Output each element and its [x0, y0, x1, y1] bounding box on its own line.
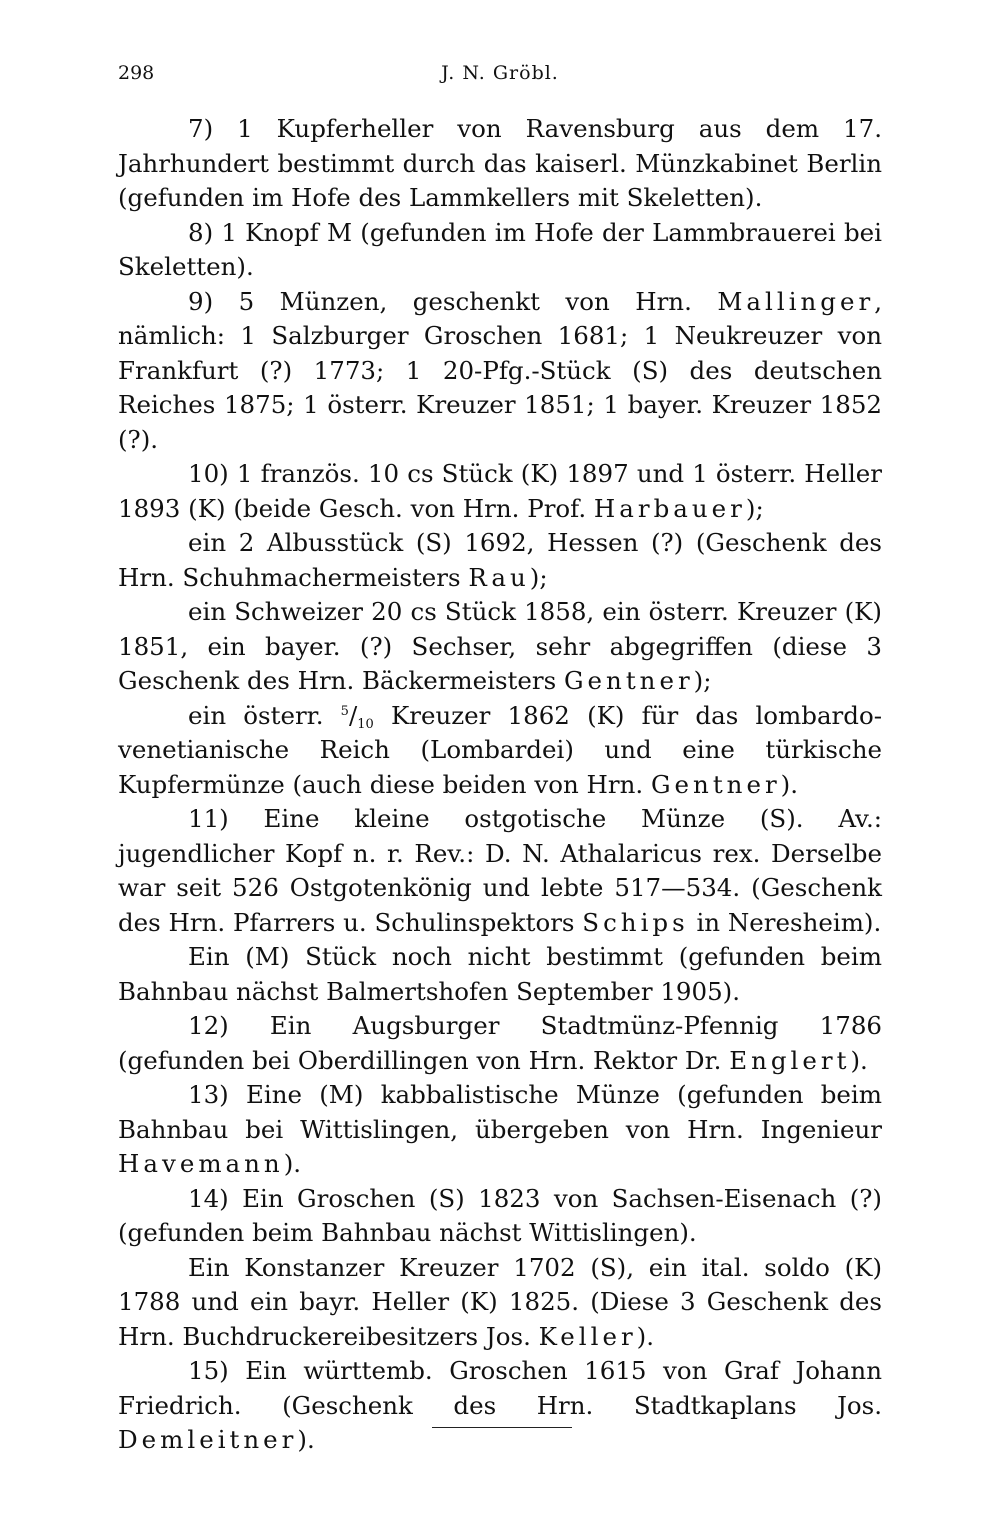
paragraph-lombardo — [118, 699, 882, 803]
paragraph-text: ein 2 Albusstück (S) 1692, Hessen (?) (Geschenk des Hrn. Schuhmachermeisters — [118, 528, 882, 592]
paragraph-text: ); — [745, 493, 764, 523]
donor-name: Demleitner — [118, 1425, 298, 1454]
donor-name: Schips — [582, 907, 689, 937]
paragraph-schweizer — [118, 595, 882, 699]
paragraph-text: 12) Ein Augsburger Stadtmünz-Pfennig 1786 (gefunden bei Oberdillingen von Hrn. Rektor Dr. — [118, 1011, 882, 1075]
running-head — [118, 62, 882, 92]
paragraph-text: , nämlich: 1 Salzburger Groschen 1681; 1 Neukreuzer von Frankfurt (?) 1773; 1 20-Pfg.-Stück (S) des deutschen Reiches 1875; 1 österr. Kreuzer 1851; 1 bayer. Kreuzer 1852 (?). — [118, 286, 882, 454]
paragraph-unbestimmt — [118, 940, 882, 1009]
paragraph-text: ). — [780, 769, 799, 799]
paragraph-item-12 — [118, 1009, 882, 1078]
paragraph-konstanzer — [118, 1251, 882, 1355]
paragraph-albusstueck — [118, 526, 882, 595]
fraction-slash: / — [348, 700, 358, 730]
paragraph-text: 11) Eine kleine ostgotische Münze (S). Av.: jugendlicher Kopf n. r. Rev.: D. N. Athalaricus rex. Derselbe war seit 526 Ostgotenkönig und lebte 517—534. (Geschenk des Hrn. Pfarrers u. Schulinspektors — [118, 804, 882, 937]
running-title: J. N. Gröbl. — [441, 62, 559, 84]
paragraph-text: ein Schweizer 20 cs Stück 1858, ein österr. Kreuzer (K) 1851, ein bayer. (?) Sechser, sehr abgegriffen (diese 3 Geschenk des Hrn. Bäckermeisters — [118, 597, 882, 695]
paragraph-item-15 — [118, 1354, 882, 1458]
donor-name: Rau — [468, 562, 530, 592]
paragraph-text: 13) Eine (M) kabbalistische Münze (gefunden beim Bahnbau bei Wittislingen, übergeben von Hrn. Ingenieur — [118, 1080, 882, 1144]
paragraph-item-11 — [118, 802, 882, 940]
donor-name: Harbauer — [593, 493, 746, 523]
paragraph-text: ); — [529, 562, 548, 592]
donor-name: Keller — [538, 1321, 637, 1351]
paragraph-text: ). — [283, 1149, 302, 1178]
paragraph-text: ). — [850, 1045, 868, 1075]
paragraph-item-14 — [118, 1182, 882, 1251]
paragraph-item-13 — [118, 1078, 882, 1182]
paragraph-text: 8) 1 Knopf M (gefunden im Hofe der Lammbrauerei bei Skeletten). — [118, 217, 882, 281]
donor-name: Havemann — [118, 1149, 284, 1178]
paragraph-text: ein österr. — [188, 700, 341, 730]
fraction-numerator: 5 — [340, 703, 349, 719]
paragraph-item-7 — [118, 112, 882, 216]
paragraph-text: 9) 5 Münzen, geschenkt von Hrn. — [188, 286, 718, 316]
end-rule-divider — [432, 1427, 572, 1428]
paragraph-text: 14) Ein Groschen (S) 1823 von Sachsen-Eisenach (?) (gefunden beim Bahnbau nächst Wittislingen). — [118, 1183, 882, 1247]
paragraph-text: Ein Konstanzer Kreuzer 1702 (S), ein ital. soldo (K) 1788 und ein bayr. Heller (K) 1825. (Diese 3 Geschenk des Hrn. Buchdruckereibesitzers Jos. — [118, 1252, 882, 1351]
paragraph-text: ). — [636, 1321, 655, 1351]
donor-name: Mallinger — [717, 286, 875, 316]
donor-name: Gentner — [650, 769, 781, 799]
paragraph-text: 7) 1 Kupferheller von Ravensburg aus dem 17. Jahrhundert bestimmt durch das kaiserl. Münzkabinet Berlin (gefunden im Hofe des Lammkellers mit Skeletten). — [118, 114, 882, 212]
donor-name: Gentner — [563, 666, 694, 695]
paragraph-item-9 — [118, 285, 882, 458]
paragraph-text: in Neresheim). — [688, 907, 882, 937]
paragraph-item-8 — [118, 216, 882, 285]
donor-name: Englert — [729, 1045, 851, 1075]
paragraph-text: 15) Ein württemb. Groschen 1615 von Graf Johann Friedrich. (Geschenk des Hrn. Stadtkaplans Jos. — [118, 1356, 882, 1420]
paragraph-item-10 — [118, 457, 882, 526]
paragraph-text: 10) 1 französ. 10 cs Stück (K) 1897 und 1 österr. Heller 1893 (K) (beide Gesch. von Hrn. Prof. — [118, 459, 882, 523]
body-text — [118, 112, 882, 1458]
paragraph-text: ); — [693, 666, 712, 695]
paragraph-text: Kreuzer 1862 (K) für das lombardo-venetianische Reich (Lombardei) und eine türkische Kupfermünze (auch diese beiden von Hrn. — [118, 700, 882, 799]
page-number: 298 — [118, 62, 155, 84]
fraction-denominator: 10 — [357, 716, 374, 732]
paragraph-text: Ein (M) Stück noch nicht bestimmt (gefunden beim Bahnbau nächst Balmertshofen September 1905). — [118, 942, 882, 1006]
paragraph-text: ). — [297, 1425, 315, 1454]
